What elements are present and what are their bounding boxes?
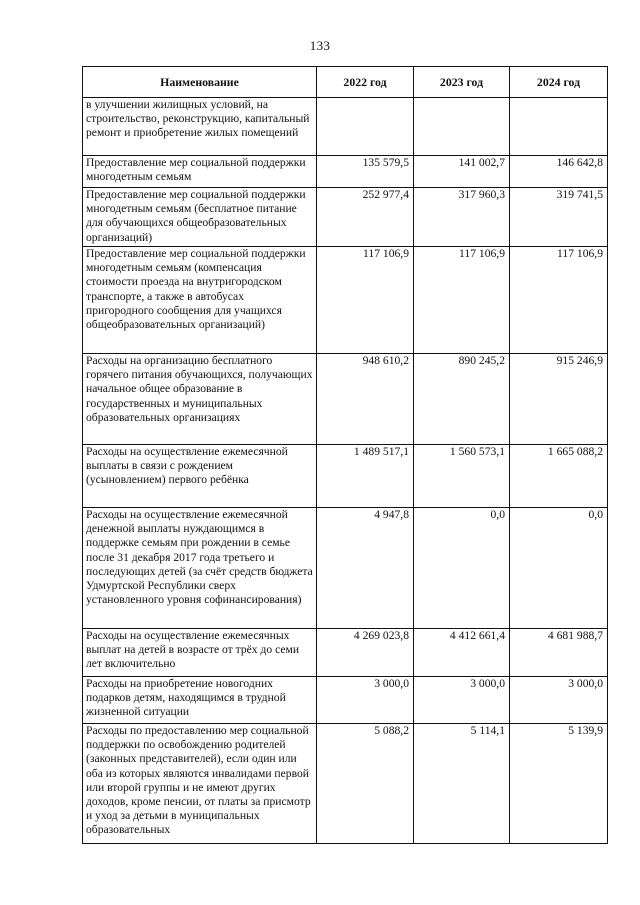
value-2022-cell: 3 000,0 [317, 677, 414, 724]
value-2024-cell: 5 139,9 [510, 724, 608, 844]
value-2023-cell [414, 98, 510, 156]
value-2023-cell: 3 000,0 [414, 677, 510, 724]
value-2023-cell: 890 245,2 [414, 354, 510, 445]
table-body [83, 98, 608, 844]
row-name-cell: Расходы на организацию бесплатного горячего питания обучающихся, получающих начальное общее образование в государственных и муниципальных образовательных организациях [83, 354, 317, 445]
row-name-cell: Расходы на осуществление ежемесячной денежной выплаты нуждающимся в поддержке семьям при рождении в семье после 31 декабря 2017 года третьего и последующих детей (за счёт средств бюджета Удмуртской Республики сверх установленного уровня софинансирования) [83, 508, 317, 629]
value-2024-cell: 1 665 088,2 [510, 445, 608, 508]
value-2022-cell: 4 269 023,8 [317, 629, 414, 677]
value-2022-cell [317, 98, 414, 156]
table-row [83, 677, 608, 724]
value-2022-cell: 5 088,2 [317, 724, 414, 844]
table-row [83, 156, 608, 188]
value-2022-cell: 4 947,8 [317, 508, 414, 629]
value-2022-cell: 948 610,2 [317, 354, 414, 445]
value-2023-cell: 5 114,1 [414, 724, 510, 844]
value-2024-cell [510, 98, 608, 156]
header-row [83, 67, 608, 98]
value-2023-cell: 317 960,3 [414, 188, 510, 247]
row-name-cell: Предоставление мер социальной поддержки многодетным семьям (компенсация стоимости проезда на внутригородском транспорте, а также в автобусах пригородного сообщения для учащихся общеобразовательных организаций) [83, 247, 317, 354]
table-row [83, 98, 608, 156]
column-header-name: Наименование [83, 67, 317, 98]
table-row [83, 445, 608, 508]
value-2022-cell: 252 977,4 [317, 188, 414, 247]
value-2024-cell: 3 000,0 [510, 677, 608, 724]
value-2024-cell: 117 106,9 [510, 247, 608, 354]
budget-table [82, 66, 608, 844]
value-2023-cell: 141 002,7 [414, 156, 510, 188]
table-row [83, 188, 608, 247]
value-2023-cell: 4 412 661,4 [414, 629, 510, 677]
value-2024-cell: 319 741,5 [510, 188, 608, 247]
row-name-cell: Предоставление мер социальной поддержки многодетным семьям [83, 156, 317, 188]
row-name-cell: в улучшении жилищных условий, на строительство, реконструкцию, капитальный ремонт и приобретение жилых помещений [83, 98, 317, 156]
column-header-2022: 2022 год [317, 67, 414, 98]
value-2022-cell: 1 489 517,1 [317, 445, 414, 508]
value-2023-cell: 1 560 573,1 [414, 445, 510, 508]
row-name-cell: Расходы по предоставлению мер социальной поддержки по освобождению родителей (законных представителей), если один или оба из которых являются инвалидами первой или второй группы и не имеют других доходов, кроме пенсии, от платы за присмотр и уход за детьми в муниципальных образовательных [83, 724, 317, 844]
value-2022-cell: 117 106,9 [317, 247, 414, 354]
page-number: 133 [309, 38, 331, 53]
column-header-2023: 2023 год [414, 67, 510, 98]
table-row [83, 247, 608, 354]
table-row [83, 724, 608, 844]
table-row [83, 508, 608, 629]
value-2024-cell: 146 642,8 [510, 156, 608, 188]
row-name-cell: Расходы на осуществление ежемесячных выплат на детей в возрасте от трёх до семи лет включительно [83, 629, 317, 677]
table-row [83, 629, 608, 677]
column-header-2024: 2024 год [510, 67, 608, 98]
row-name-cell: Расходы на приобретение новогодних подарков детям, находящимся в трудной жизненной ситуации [83, 677, 317, 724]
value-2023-cell: 0,0 [414, 508, 510, 629]
row-name-cell: Расходы на осуществление ежемесячной выплаты в связи с рождением (усыновлением) первого ребёнка [83, 445, 317, 508]
value-2024-cell: 4 681 988,7 [510, 629, 608, 677]
value-2024-cell: 915 246,9 [510, 354, 608, 445]
value-2023-cell: 117 106,9 [414, 247, 510, 354]
row-name-cell: Предоставление мер социальной поддержки многодетным семьям (бесплатное питание для обучающихся общеобразовательных организаций) [83, 188, 317, 247]
value-2024-cell: 0,0 [510, 508, 608, 629]
value-2022-cell: 135 579,5 [317, 156, 414, 188]
table-row [83, 354, 608, 445]
table-header [83, 67, 608, 98]
